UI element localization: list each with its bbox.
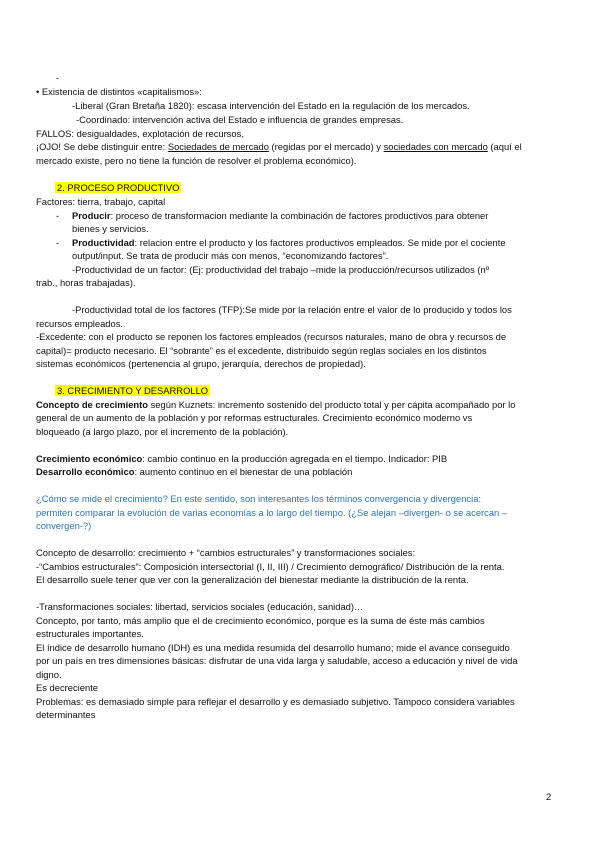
text: ¡OJO! Se debe distinguir entre: [36, 141, 168, 152]
text-line-bienes: bienes y servicios. [72, 223, 149, 234]
text-line-sistemas: sistemas económicos (pertenencia al grupo, jerarquía, derechos de propiedad). [36, 358, 366, 369]
bullet-icon: • [36, 86, 40, 97]
text: : proceso de transformacion mediante la combinación de factores productivos para obtener [110, 210, 489, 221]
bold-term: Desarrollo económico [36, 466, 135, 477]
text: Existencia de distintos «capitalismos»: [41, 86, 202, 97]
text: : cambio continuo en la producción agregada en el tiempo. Indicador: PIB [142, 453, 448, 464]
highlighted-heading: 2. PROCESO PRODUCTIVO [57, 182, 180, 193]
section-heading-3 [55, 385, 210, 397]
text-line-recursos: recursos empleados. [36, 318, 124, 329]
text-line-transformaciones: -Transformaciones sociales: libertad, servicios sociales (educación, sanidad)… [36, 601, 364, 612]
text: : aumento continuo en el bienestar de una población [134, 466, 353, 477]
text-line-concepto-amplio: Concepto, por tanto, más amplio que el de crecimiento económico, porque es la suma de éste más cambios [36, 615, 485, 626]
text-line-ojo [36, 141, 522, 153]
text-line-trab: trab., horas trabajadas). [36, 277, 136, 288]
text-line-problemas: Problemas: es demasiado simple para reflejar el desarrollo y es demasiado subjetivo. Tampoco considera variables [36, 696, 515, 707]
section-heading-2 [55, 182, 181, 194]
text-line-coordinado: -Coordinado: intervención activa del Estado e influencia de grandes empresas. [76, 114, 404, 125]
question-line-2: permiten comparar la evolución de varias economías a lo largo del tiempo. (¿Se alejan –divergen- o se acercan – [36, 507, 508, 518]
text: : relacion entre el producto y los factores productivos empleados. Se mide por el cociente [134, 237, 506, 248]
text-line-liberal: -Liberal (Gran Bretaña 1820): escasa intervención del Estado en la regulación de los mercados. [72, 100, 470, 111]
text-line-excedente: -Excedente: con el producto se reponen los factores empleados (recursos naturales, mano de obra y recursos de [36, 331, 507, 342]
text-line-generalizacion: El desarrollo suele tener que ver con la generalización del bienestar mediante la distribución de la renta. [36, 574, 469, 585]
text-line-dimensiones: por un país en tres dimensiones básicas: disfrutar de una vida larga y saludable, acceso a educación y nivel de vida [36, 655, 518, 666]
text-line-output: output/input. Se trata de producir más con menos, “economizando factores”. [72, 250, 389, 261]
text-line-prod-factor: -Productividad de un factor: (Ej: productividad del trabajo –mide la producción/recursos utilizados (nº [72, 264, 490, 275]
text-line-determinantes: determinantes [36, 709, 96, 720]
question-line-1: ¿Cómo se mide el crecimiento? En este sentido, son interesantes los términos convergencia y divergencia: [36, 493, 482, 504]
text-line-bloqueado: bloqueado (a largo plazo, por el incremento de la población). [36, 426, 289, 437]
bold-term: Crecimiento económico [36, 453, 143, 464]
text-line-decreciente: Es decreciente [36, 682, 99, 693]
dash-icon: - [56, 237, 60, 248]
highlighted-heading: 3. CRECIMIENTO Y DESARROLLO [57, 385, 209, 396]
text-line-capital: capital)= producto necesario. El “sobrante” es el excedente, distribuido según reglas sociales en los distintos [36, 345, 487, 356]
underlined-term: Sociedades de mercado [167, 141, 269, 152]
text-line-desarrollo-economico [36, 466, 352, 478]
stray-dash: - [56, 72, 60, 83]
list-item-productividad [36, 237, 506, 249]
bold-term: Concepto de crecimiento [36, 399, 149, 410]
underlined-term: sociedades con mercado [383, 141, 488, 152]
text-line-concepto-desarrollo: Concepto de desarrollo: crecimiento + “cambios estructurales” y transformaciones sociales: [36, 547, 416, 558]
text-line-estructurales: estructurales importantes. [36, 628, 144, 639]
dash-icon: - [56, 210, 60, 221]
text-line-cambios-estructurales: -“Cambios estructurales”: Composición intersectorial (I, II, III) / Crecimiento demográfico/ Distribución de la renta. [36, 561, 505, 572]
text-line-mercado: mercado existe, pero no tiene la función de resolver el problema económico). [36, 155, 357, 166]
text-line-crecimiento-economico [36, 453, 447, 465]
bold-term: Producir [72, 210, 111, 221]
bullet-line-capitalismos [36, 86, 202, 98]
question-line-3: convergen-?) [36, 520, 92, 531]
bold-term: Productividad [72, 237, 135, 248]
text-line-digno: digno. [36, 669, 62, 680]
list-item-producir [36, 210, 488, 222]
text: (regidas por el mercado) y [268, 141, 384, 152]
page-number: 2 [546, 791, 552, 802]
text-line-factores: Factores: tierra, trabajo, capital [36, 196, 166, 207]
text: (aquí el [487, 141, 522, 152]
text-line-general: general de un aumento de la población y por reformas estructurales. Crecimiento económico moderno vs [36, 412, 473, 423]
text-line-tfp: -Productividad total de los factores (TFP):Se mide por la relación entre el valor de lo producido y todos los [72, 304, 512, 315]
text-line-fallos: FALLOS: desigualdades, explotación de recursos, [36, 128, 244, 139]
text-line-concepto-crecimiento [36, 399, 515, 411]
text: según Kuznets: incremento sostenido del producto total y per cápita acompañado por lo [148, 399, 516, 410]
text-line-idh: El índice de desarrollo humano (IDH) es una medida resumida del desarrollo humano; mide el avance conseguido [36, 642, 510, 653]
